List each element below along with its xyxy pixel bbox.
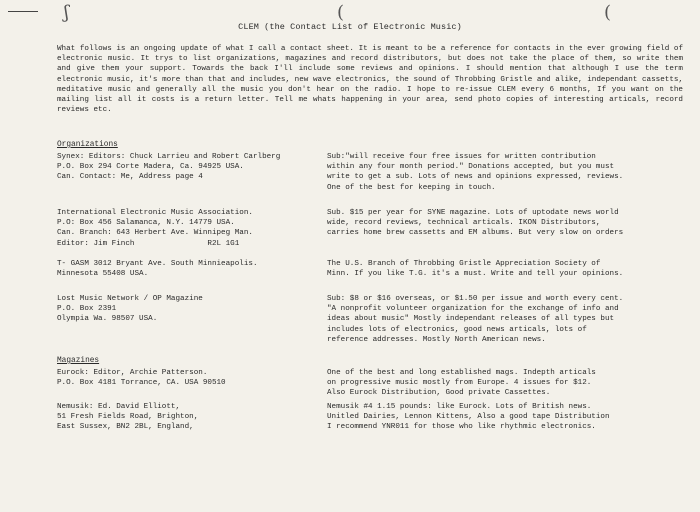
intro-paragraph: What follows is an ongoing update of what I call a contact sheet. It is meant to be a reference for contacts in the ever growing field of electronic music. It trys to list organizations, magazines and record distributors, but does not take the place of them, so write them and give them your support. Towards the back I'll include some reviews and opinions. I should mention that although I use the term electronic music, it's more than that and includes, new wave electronics, the sound of Throbbing Gristle and alike, independant cassetts, meditative music and generally all the music you don't hear on the radio. I hope to re-issue CLEM every 6 months, If you want on the mailing list all it costs is a return letter. Tell me whats happening in your area, send photo copies of interesting articals, record reviews etc. [57,45,683,115]
punch-hole-mark-center: ( [337,2,345,23]
mag-entry-nemusik-description: Nemusik #4 1.15 pounds: like Eurock. Lots of British news. Unitled Dairies, Lennon Kittens, Also a good tape Distribution I recommend YNR011 for those who like rhythmic electronics. [327,403,610,432]
mag-entry-eurock-description: One of the best and long established mags. Indepth articals on progressive music mostly from Europe. 4 issues for $12. Also Eurock Distribution, Good private Cassettes. [327,369,596,398]
org-entry-tgasm-address: T- GASM 3012 Bryant Ave. South Minnieapolis. Minnesota 55408 USA. [57,260,258,279]
org-entry-iema-description: Sub. $15 per year for SYNE magazine. Lots of uptodate news world wide, record reviews, technical articals. IKON Distributors, carries home brew cassetts and EM albums. But very slow on orders [327,209,624,238]
punch-hole-mark-right: ( [604,2,612,23]
org-entry-synex-address: Synex: Editors: Chuck Larrieu and Robert Carlberg P.O. Box 294 Corte Madera, Ca. 94925 USA. Can. Contact: Me, Address page 4 [57,153,281,182]
org-entry-lmn-description: Sub: $8 or $16 overseas, or $1.50 per issue and worth every cent. "A nonprofit volunteer organization for the exchange of info and ideas about music" Mostly independant releases of all types but includes lots of electronics, good news articals, lots of reference addresses. Mostly North American news. [327,295,624,344]
punch-hole-mark-left: ʃ [64,2,69,23]
section-title-organizations: Organizations [57,141,118,149]
mag-entry-eurock-address: Eurock: Editor, Archie Patterson. P.O. Box 4181 Torrance, CA. USA 90510 [57,369,226,388]
margin-dash-mark [8,11,38,12]
section-title-magazines: Magazines [57,357,100,365]
org-entry-iema-address: International Electronic Music Association. P.O: Box 456 Salamanca, N.Y. 14779 USA. Can. Branch: 643 Herbert Ave. Winnipeg Man. Editor: Jim Finch R2L 1G1 [57,209,253,248]
org-entry-tgasm-description: The U.S. Branch of Throbbing Gristle Appreciation Society of Minn. If you like T.G. it's a must. Write and tell your opinions. [327,260,624,279]
org-entry-lmn-address: Lost Music Network / OP Magazine P.O. Box 2391 Olympia Wa. 98507 USA. [57,295,203,324]
mag-entry-nemusik-address: Nemusik: Ed. David Elliott, 51 Fresh Fields Road, Brighton, East Sussex, BN2 2BL, England, [57,403,199,432]
document-title: CLEM (the Contact List of Electronic Music) [238,22,462,32]
org-entry-synex-description: Sub:"will receive four free issues for written contribution within any four month period." Donations accepted, but you must write to get a sub. Lots of news and opinions expressed, reviews. One of the best for keeping in touch. [327,153,624,192]
